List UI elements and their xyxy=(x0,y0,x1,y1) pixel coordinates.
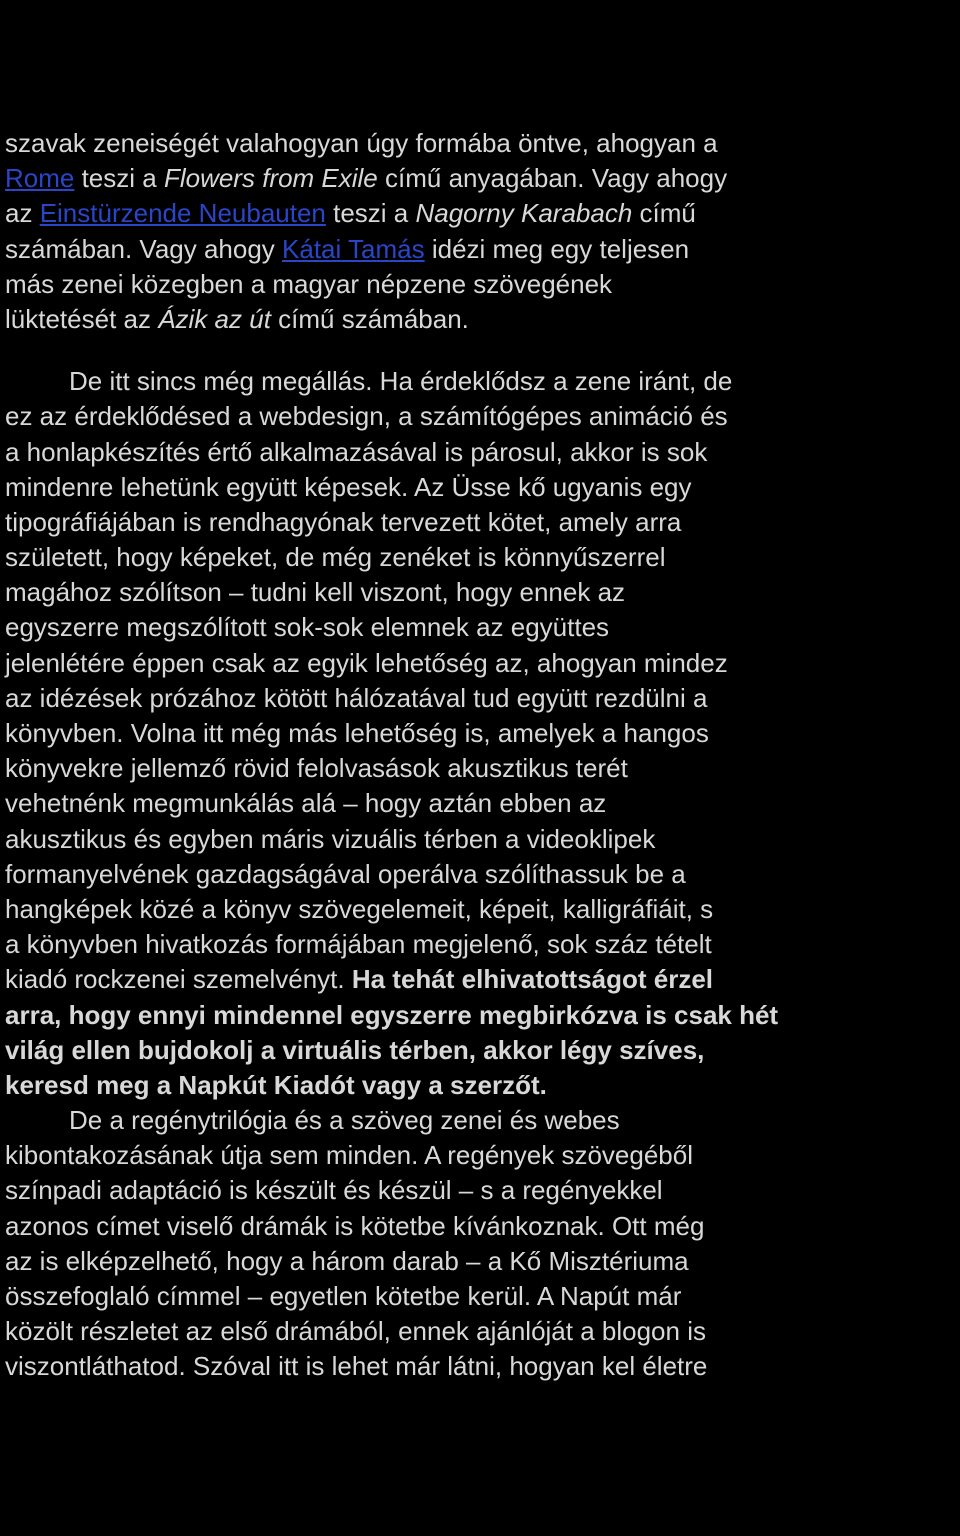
paragraph-3 xyxy=(5,1103,950,1385)
text-line: De itt sincs még megállás. Ha érdeklődsz a zene iránt, de xyxy=(69,366,733,397)
text-line: hangképek közé a könyv szövegelemeit, képeit, kalligráfiáit, s xyxy=(5,893,714,924)
text-line: viszontláthatod. Szóval itt is lehet már látni, hogyan kel életre xyxy=(5,1351,708,1382)
album-title: Flowers from Exile xyxy=(163,163,378,194)
text-line: összefoglaló címmel – egyetlen kötetbe kerül. A Napút már xyxy=(5,1281,682,1311)
text-line: jelenlétére éppen csak az egyik lehetőség az, ahogyan mindez xyxy=(5,647,728,678)
link-rome[interactable]: Rome xyxy=(5,163,75,194)
link-katai-tamas[interactable]: Kátai Tamás xyxy=(282,233,425,264)
text-line: mindenre lehetünk együtt képesek. Az Üsse kő ugyanis egy xyxy=(5,471,692,502)
text-line: tipográfiájában is rendhagyónak tervezett kötet, amely arra xyxy=(5,506,682,537)
text-line: számában. Vagy ahogy Kátai Tamás idézi meg egy teljesen xyxy=(5,233,690,264)
text-line: azonos címet viselő drámák is kötetbe kívánkoznak. Ott még xyxy=(5,1210,705,1241)
text-line: De a regénytrilógia és a szöveg zenei és webes xyxy=(69,1105,620,1136)
paragraph-2 xyxy=(5,364,950,1103)
text-line: vehetnénk megmunkálás alá – hogy aztán ebben az xyxy=(5,788,607,819)
song-title: Nagorny Karabach xyxy=(415,198,633,229)
text-line: más zenei közegben a magyar népzene szövegének xyxy=(5,268,613,299)
text-line: az is elképzelhető, hogy a három darab – a Kő Misztériuma xyxy=(5,1245,689,1276)
text-line: az idézések prózához kötött hálózatával tud együtt rezdülni a xyxy=(5,682,708,713)
text-line: közölt részletet az első drámából, ennek ajánlóját a blogon is xyxy=(5,1316,706,1347)
text-line: a honlapkészítés értő alkalmazásával is párosul, akkor is sok xyxy=(5,436,708,467)
emphasis-line: arra, hogy ennyi mindennel egyszerre megbirkózva is csak hét xyxy=(5,999,779,1030)
text-line: lüktetését az Ázik az út című számában. xyxy=(5,303,469,334)
text-line: az Einstürzende Neubauten teszi a Nagorny Karabach című xyxy=(5,198,696,229)
text-line: magához szólítson – tudni kell viszont, hogy ennek az xyxy=(5,577,626,608)
paragraph-1 xyxy=(5,126,950,337)
text-line: született, hogy képeket, de még zenéket is könnyűszerrel xyxy=(5,542,666,573)
text-line: kibontakozásának útja sem minden. A regények szövegéből xyxy=(5,1140,693,1171)
text-line: akusztikus és egyben máris vizuális térben a videoklipek xyxy=(5,823,656,854)
text-line: egyszerre megszólított sok-sok elemnek az együttes xyxy=(5,612,610,643)
text-line: színpadi adaptáció is készült és készül – s a regényekkel xyxy=(5,1175,663,1206)
text-line: szavak zeneiségét valahogyan úgy formába öntve, ahogyan a xyxy=(5,128,718,158)
text-line: a könyvben hivatkozás formájában megjelenő, sok száz tételt xyxy=(5,929,712,960)
text-line: ez az érdeklődésed a webdesign, a számítógépes animáció és xyxy=(5,401,728,432)
emphasis-text: Ha tehát elhivatottságot érzel xyxy=(351,964,714,995)
link-einsturzende-neubauten[interactable]: Einstürzende Neubauten xyxy=(39,198,326,229)
text-line: formanyelvének gazdagságával operálva szólíthassuk be a xyxy=(5,858,686,889)
emphasis-line: világ ellen bujdokolj a virtuális térben, akkor légy szíves, xyxy=(5,1034,705,1065)
emphasis-line: keresd meg a Napkút Kiadót vagy a szerzőt. xyxy=(5,1069,547,1100)
text-line: könyvekre jellemző rövid felolvasások akusztikus terét xyxy=(5,753,628,784)
document-page xyxy=(5,126,950,1385)
text-line: kiadó rockzenei szemelvényt. Ha tehát elhivatottságot érzel xyxy=(5,964,714,995)
text-line: Rome teszi a Flowers from Exile című anyagában. Vagy ahogy xyxy=(5,163,728,194)
song-title: Ázik az út xyxy=(158,303,271,334)
text-line: könyvben. Volna itt még más lehetőség is, amelyek a hangos xyxy=(5,718,709,748)
